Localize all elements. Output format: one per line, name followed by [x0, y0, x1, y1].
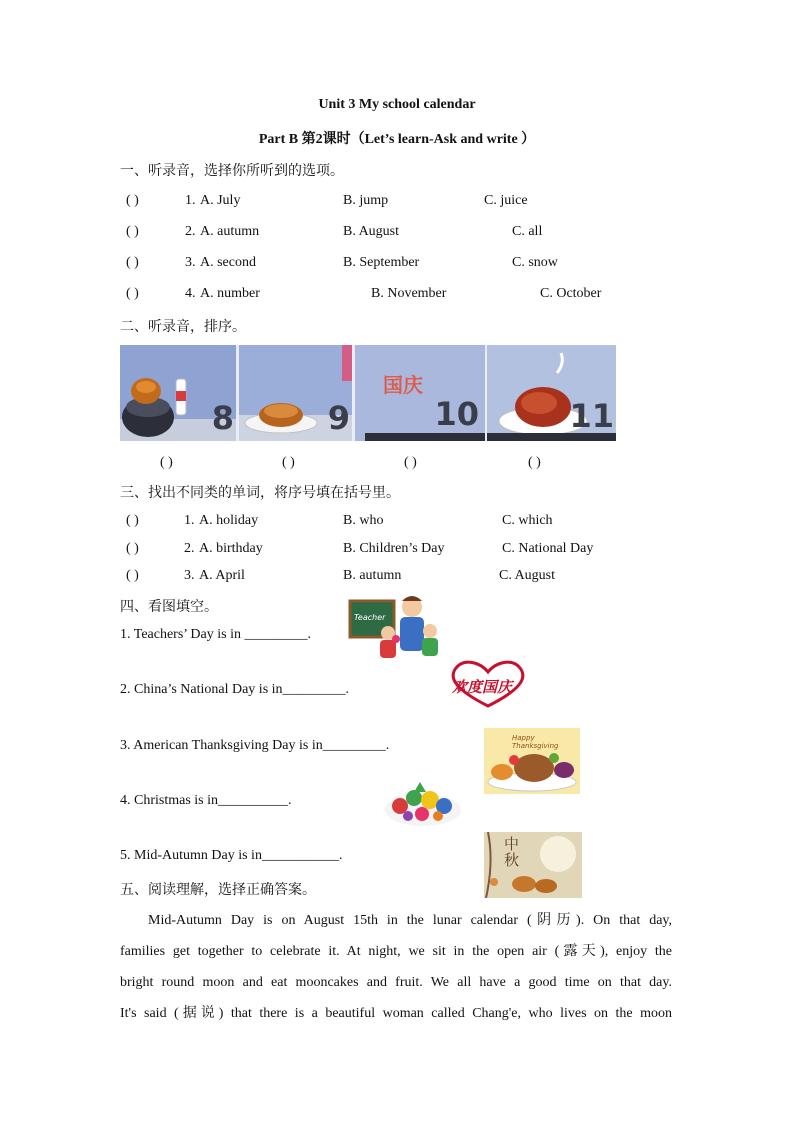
- option-b: B. August: [343, 224, 400, 239]
- national-day-heart-icon: [446, 660, 530, 710]
- picture-number: 11: [569, 397, 614, 435]
- fill-in-item-national-day[interactable]: 2. China’s National Day is in_________.: [120, 682, 350, 697]
- picture-panel: [355, 345, 485, 441]
- answer-bracket[interactable]: ( ): [126, 568, 139, 583]
- answer-bracket[interactable]: ( ): [126, 286, 139, 301]
- option-a: A. July: [200, 193, 241, 208]
- page-title: Unit 3 My school calendar: [318, 97, 476, 112]
- option-a: A. autumn: [200, 224, 260, 239]
- option-a: A. holiday: [199, 513, 259, 528]
- option-a: A. second: [200, 255, 256, 270]
- option-b: B. jump: [343, 193, 389, 208]
- christmas-icon: [382, 776, 464, 828]
- option-b: B. who: [343, 513, 384, 528]
- option-c: C. snow: [512, 255, 558, 270]
- reading-line: Mid-Autumn Day is on August 15th in the lunar calendar (阴历). On that day,: [148, 913, 672, 928]
- reading-line: bright round moon and eat mooncakes and fruit. We all have a good time on that day.: [120, 975, 672, 990]
- picture-panel: [239, 345, 352, 441]
- option-c: C. October: [540, 286, 602, 301]
- section3-heading: 三、找出不同类的单词，将序号填在括号里。: [120, 485, 400, 501]
- page-subtitle: Part B 第2课时（Let’s learn-Ask and write ）: [258, 132, 536, 147]
- option-c: C. juice: [484, 193, 528, 208]
- option-c: C. August: [499, 568, 556, 583]
- option-c: C. all: [512, 224, 543, 239]
- item-number: 2.: [185, 224, 196, 239]
- fill-in-item-teachers-day[interactable]: 1. Teachers’ Day is in _________.: [120, 627, 311, 642]
- ordering-pictures-strip: [120, 345, 616, 441]
- section5-heading: 五、阅读理解，选择正确答案。: [120, 882, 316, 898]
- mid-autumn-label: 中秋: [504, 835, 520, 869]
- national-day-label: 国庆: [383, 373, 423, 397]
- picture-number: 10: [434, 395, 479, 433]
- national-day-heart-label: 欢度国庆: [452, 678, 513, 696]
- item-number: 2.: [184, 541, 195, 556]
- thanksgiving-label: Happy Thanksgiving: [512, 734, 559, 750]
- answer-bracket[interactable]: ( ): [126, 193, 139, 208]
- option-c: C. National Day: [502, 541, 594, 556]
- answer-bracket[interactable]: ( ): [126, 513, 139, 528]
- fill-in-item-mid-autumn[interactable]: 5. Mid-Autumn Day is in___________.: [120, 848, 343, 863]
- reading-line: families get together to celebrate it. At night, we sit in the open air (露天), enjoy the: [120, 944, 672, 959]
- option-a: A. April: [199, 568, 245, 583]
- item-number: 4.: [185, 286, 196, 301]
- item-number: 3.: [185, 255, 196, 270]
- answer-bracket[interactable]: ( ): [126, 224, 139, 239]
- fill-in-item-christmas[interactable]: 4. Christmas is in__________.: [120, 793, 292, 808]
- option-c: C. which: [502, 513, 553, 528]
- reading-line: It's said (据说) that there is a beautiful woman called Chang'e, who lives on the moon: [120, 1006, 672, 1021]
- option-b: B. November: [371, 286, 447, 301]
- section1-heading: 一、听录音，选择你所听到的选项。: [120, 163, 344, 179]
- answer-bracket[interactable]: ( ): [160, 455, 173, 470]
- answer-bracket[interactable]: ( ): [126, 541, 139, 556]
- option-a: A. number: [200, 286, 260, 301]
- item-number: 1.: [184, 513, 195, 528]
- teacher-board-label: Teacher: [354, 613, 386, 622]
- thanksgiving-icon: [484, 728, 580, 794]
- item-number: 1.: [185, 193, 196, 208]
- picture-panel: [120, 345, 236, 441]
- picture-number: 9: [327, 399, 350, 437]
- teachers-day-icon: [348, 593, 444, 667]
- picture-number: 8: [211, 399, 234, 437]
- picture-panel: [487, 345, 616, 441]
- answer-bracket[interactable]: ( ): [404, 455, 417, 470]
- option-a: A. birthday: [199, 541, 263, 556]
- fill-in-item-thanksgiving[interactable]: 3. American Thanksgiving Day is in_________.: [120, 738, 390, 753]
- item-number: 3.: [184, 568, 195, 583]
- option-b: B. Children’s Day: [343, 541, 445, 556]
- section4-heading: 四、看图填空。: [120, 599, 218, 615]
- answer-bracket[interactable]: ( ): [528, 455, 541, 470]
- answer-bracket[interactable]: ( ): [282, 455, 295, 470]
- option-b: B. autumn: [343, 568, 402, 583]
- section2-heading: 二、听录音，排序。: [120, 319, 246, 335]
- answer-bracket[interactable]: ( ): [126, 255, 139, 270]
- option-b: B. September: [343, 255, 420, 270]
- mid-autumn-icon: [484, 832, 582, 898]
